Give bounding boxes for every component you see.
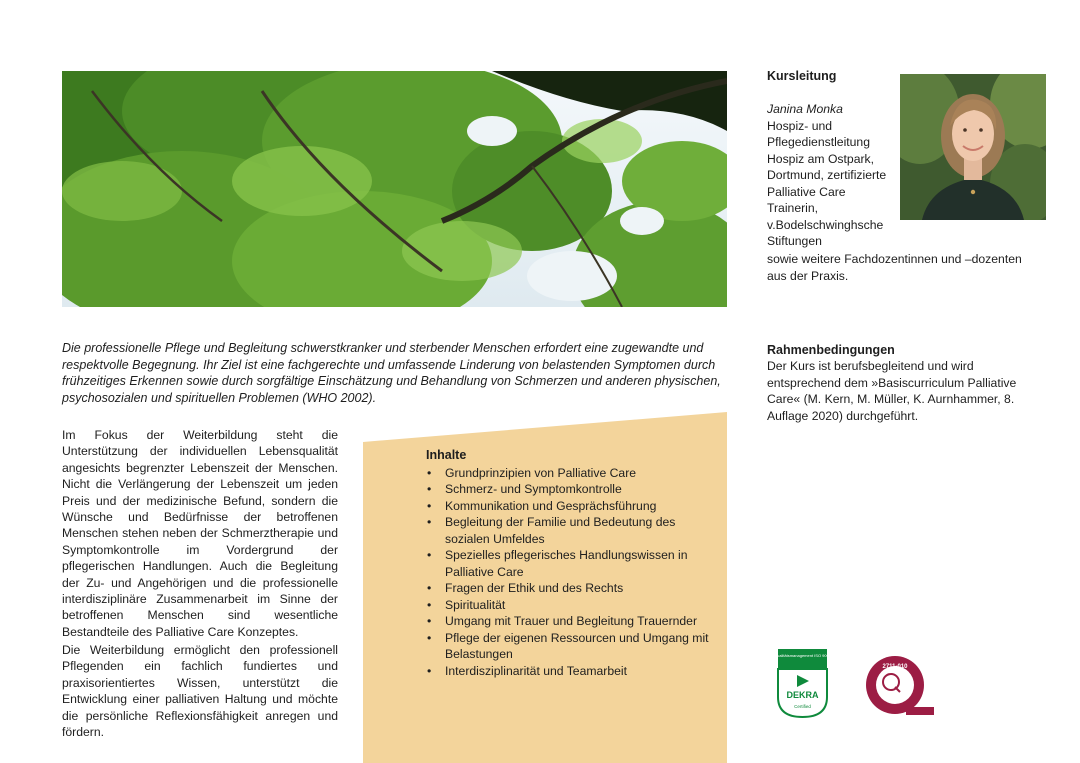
list-item: • Spezielles pflegerisches Handlungswissen in Palliative Care [426, 547, 716, 580]
rahmen-title: Rahmenbedingungen [767, 343, 895, 357]
instructor-portrait [900, 74, 1046, 220]
body-paragraph-1: Im Fokus der Weiterbildung steht die Unterstützung der individuellen Lebensqualität angesichts begrenzter Lebenszeit der Menschen. Nicht die Verlängerung der Lebenszeit um jeden Preis und der medizinische Befund, sondern die Wünsche und Bedürfnisse der betroffenen Menschen stehen neben der Schmerztherapie und Symptomkontrolle im Vordergrund der pflegerischen Handlungen. Auch die Begleitung der Zu- und Angehörigen und die professionelle interdisziplinäre Zusammenarbeit im Sinne der betroffenen Menschen sind wesentliche Bestandteile des Palliative Care Konzeptes. [62, 428, 338, 639]
dekra-seal [775, 647, 830, 719]
svg-text:DEKRA: DEKRA [786, 690, 819, 700]
certification-seal [864, 655, 936, 717]
hero-image [62, 71, 727, 307]
svg-text:2711-010: 2711-010 [882, 664, 908, 670]
rahmen-text: Der Kurs ist berufsbegleitend und wird entsprechend dem »Basiscurriculum Palliative Care« (M. Kern, M. Müller, K. Aurnhammer, 8. Auflage 2020) durchgeführt. [767, 359, 1017, 423]
list-item: • Umgang mit Trauer und Begleitung Trauernder [426, 613, 716, 630]
inhalte-box [426, 447, 716, 679]
dekra-logo-icon [775, 647, 830, 719]
tree-canopy-illustration [62, 71, 727, 307]
inhalte-list [426, 465, 716, 680]
kursleitung-more: sowie weitere Fachdozentinnen und –dozenten aus der Praxis. [767, 252, 1022, 283]
kursleitung-info [767, 101, 895, 250]
list-item: • Begleitung der Familie und Bedeutung des sozialen Umfeldes [426, 514, 716, 547]
instructor-name: Janina Monka [767, 102, 843, 116]
kursleitung-title: Kursleitung [767, 69, 837, 83]
certification-logo-icon [864, 655, 936, 717]
list-item: • Spiritualität [426, 597, 716, 614]
intro-paragraph: Die professionelle Pflege und Begleitung schwerstkranker und sterbender Menschen erfordert eine zugewandte und respektvolle Begegnung. Ihr Ziel ist eine fachgerechte und umfassende Linderung von belastenden Symptomen durch frühzeitiges Erkennen sowie durch sorgfältige Einschätzung und Behandlung von Schmerzen und anderen physischen, psychosozialen und spirituellen Problemen (WHO 2002). [62, 341, 721, 405]
svg-text:Qualitätsmanagement ISO 9001: Qualitätsmanagement ISO 9001 [775, 653, 830, 658]
list-item: • Kommunikation und Gesprächsführung [426, 498, 716, 515]
instructor-description: Hospiz- und Pflegedienstleitung Hospiz am Ostpark, Dortmund, zertifizierte Palliative Care Trainerin, v.Bodelschwinghsche Stiftungen [767, 118, 887, 248]
list-item: • Grundprinzipien von Palliative Care [426, 465, 716, 482]
body-paragraph-2: Die Weiterbildung ermöglicht den professionell Pflegenden ein fachlich fundiertes und praxisorientiertes Wissen, unterstützt die Entwicklung einer palliativen Haltung und möchte die persönliche Reflexionsfähigkeit anregen und fördern. [62, 643, 338, 740]
list-item: • Pflege der eigenen Ressourcen und Umgang mit Belastungen [426, 630, 716, 663]
inhalte-title: Inhalte [426, 448, 467, 462]
list-item: • Interdisziplinarität und Teamarbeit [426, 663, 716, 680]
list-item: • Schmerz- und Symptomkontrolle [426, 481, 716, 498]
list-item: • Fragen der Ethik und des Rechts [426, 580, 716, 597]
portrait-illustration [900, 74, 1046, 220]
svg-text:Certified: Certified [794, 704, 811, 709]
